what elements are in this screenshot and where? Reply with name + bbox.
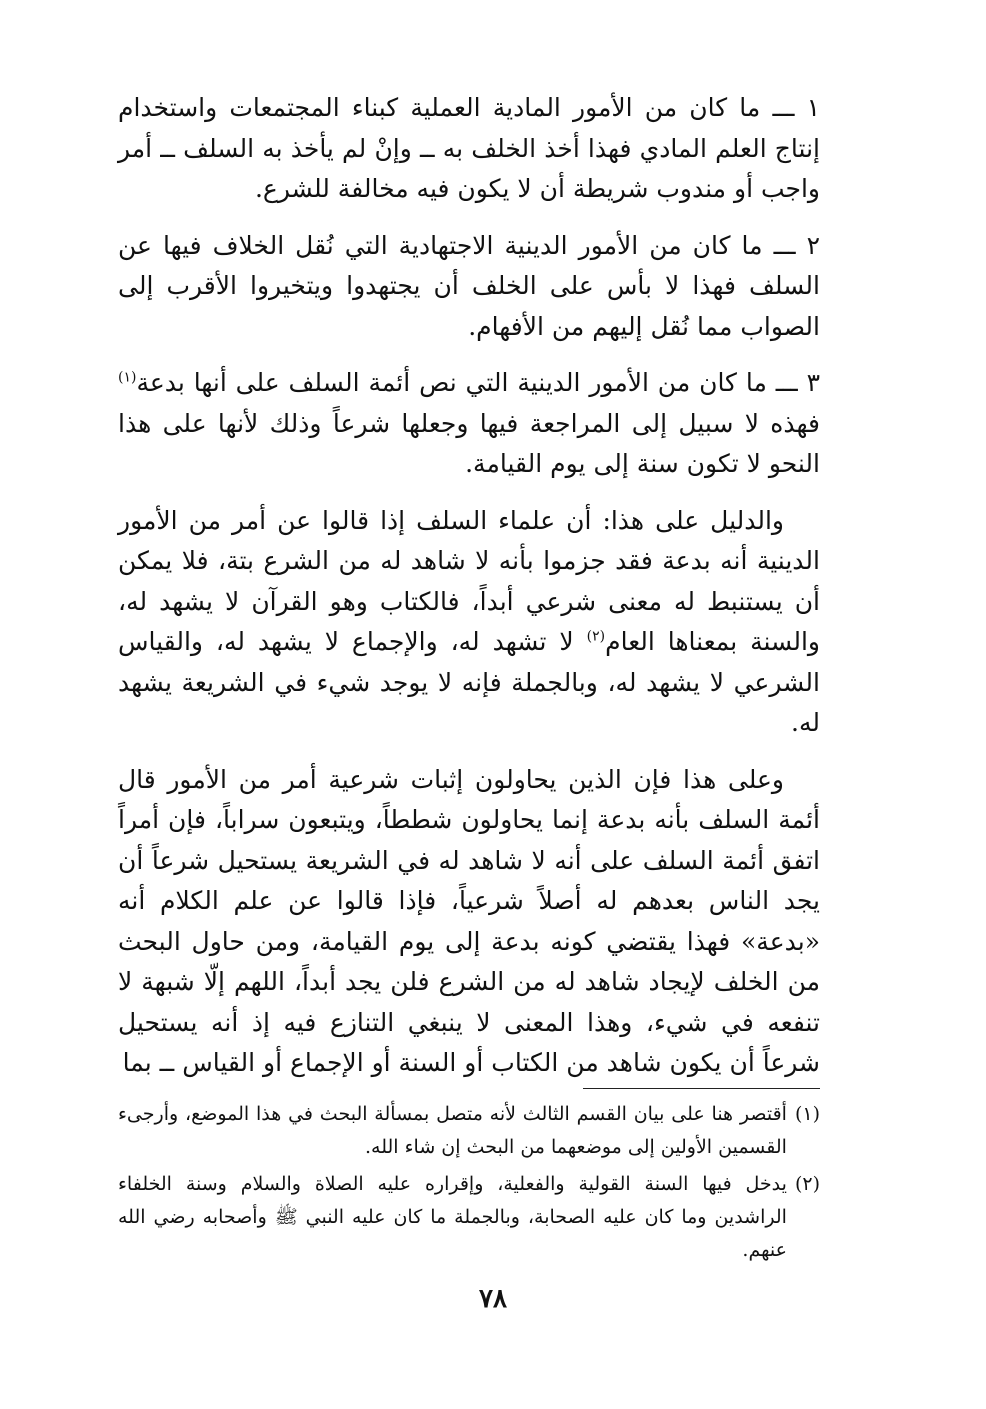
paragraph-text-part-2: لا تشهد له، والإجماع لا يشهد له، والقياس الشرعي لا يشهد له، وبالجملة فإنه لا يوجد شيء في الشريعة يشهد له. [118,627,820,737]
paragraph-number: ١ ـــ [772,93,820,122]
footnote-reference-2: (٢) [586,628,606,645]
page-body [118,88,820,1084]
footnote-text: أقتصر هنا على بيان القسم الثالث لأنه متصل بمسألة البحث في هذا الموضع، وأرجىء القسمين الأولين إلى موضعهما من البحث إن شاء الله. [118,1103,787,1158]
paragraph-text: ما كان من الأمور المادية العملية كبناء المجتمعات واستخدام إنتاج العلم المادي فهذا أخذ الخلف به ــ وإنْ لم يأخذ به السلف ــ أمر واجب أو مندوب شريطة أن لا يكون فيه مخالفة للشرع. [118,93,820,203]
footnote-marker: (٢) [794,1173,820,1195]
paragraph-number: ٢ ـــ [773,230,820,260]
page-number: ٧٨ [479,1284,507,1314]
footnote-2 [118,1168,820,1267]
footnote-marker: (١) [794,1103,820,1125]
footnotes [118,1098,820,1271]
footnote-reference-1: (١) [118,369,137,386]
footnote-separator [583,1088,820,1089]
paragraph-text-part-2: فهذه لا سبيل إلى المراجعة فيها وجعلها شرعاً وذلك لأنها على هذا النحو لا تكون سنة إلى يوم القيامة. [118,408,820,478]
conclusion-paragraph [118,760,820,1084]
footnote-1 [118,1098,820,1164]
footnote-text: يدخل فيها السنة القولية والفعلية، وإقراره عليه الصلاة والسلام وسنة الخلفاء الراشدين وما كان عليه الصحابة، وبالجملة ما كان عليه النبي ﷺ وأصحابه رضي الله عنهم. [118,1173,787,1261]
paragraph-text-part-1: والدليل على هذا: أن علماء السلف إذا قالوا عن أمر من الأمور الدينية أنه بدعة فقد جزموا بأنه لا شاهد له من الشرع بتة، فلا يمكن أن يستنبط له معنى شرعي أبداً، فالكتاب وهو القرآن لا يشهد له، والسنة بمعناها العام [118,505,820,656]
numbered-paragraph-1 [118,88,820,210]
numbered-paragraph-2 [118,226,820,348]
paragraph-text-part-1: ما كان من الأمور الدينية التي نص أئمة السلف على أنها بدعة [136,368,767,397]
paragraph-text: وعلى هذا فإن الذين يحاولون إثبات شرعية أمر من الأمور قال أئمة السلف بأنه بدعة إنما يحاولون شططاً، ويتبعون سراباً، فإن أمراً اتفق أئمة السلف على أنه لا شاهد له في الشريعة يستحيل شرعاً أن يجد الناس بعدهم له أصلاً شرعياً، فإذا قالوا عن علم الكلام أنه «بدعة» فهذا يقتضي كونه بدعة إلى يوم القيامة، ومن حاول البحث من الخلف لإيجاد شاهد له من الشرع فلن يجد أبداً، اللهم إلّا شبهة لا تنفعه في شيء، وهذا المعنى لا ينبغي التنازع فيه إذ أنه يستحيل شرعاً أن يكون شاهد من الكتاب أو السنة أو الإجماع أو القياس ــ بما [118,764,821,1077]
paragraph-text: ما كان من الأمور الدينية الاجتهادية التي نُقل الخلاف فيها عن السلف فهذا لا بأس على الخلف أن يجتهدوا ويتخيروا الأقرب إلى الصواب مما نُقل إليهم من الأفهام. [118,230,820,341]
paragraph-number: ٣ ـــ [775,368,820,397]
evidence-paragraph [118,501,820,744]
numbered-paragraph-3 [118,363,820,485]
